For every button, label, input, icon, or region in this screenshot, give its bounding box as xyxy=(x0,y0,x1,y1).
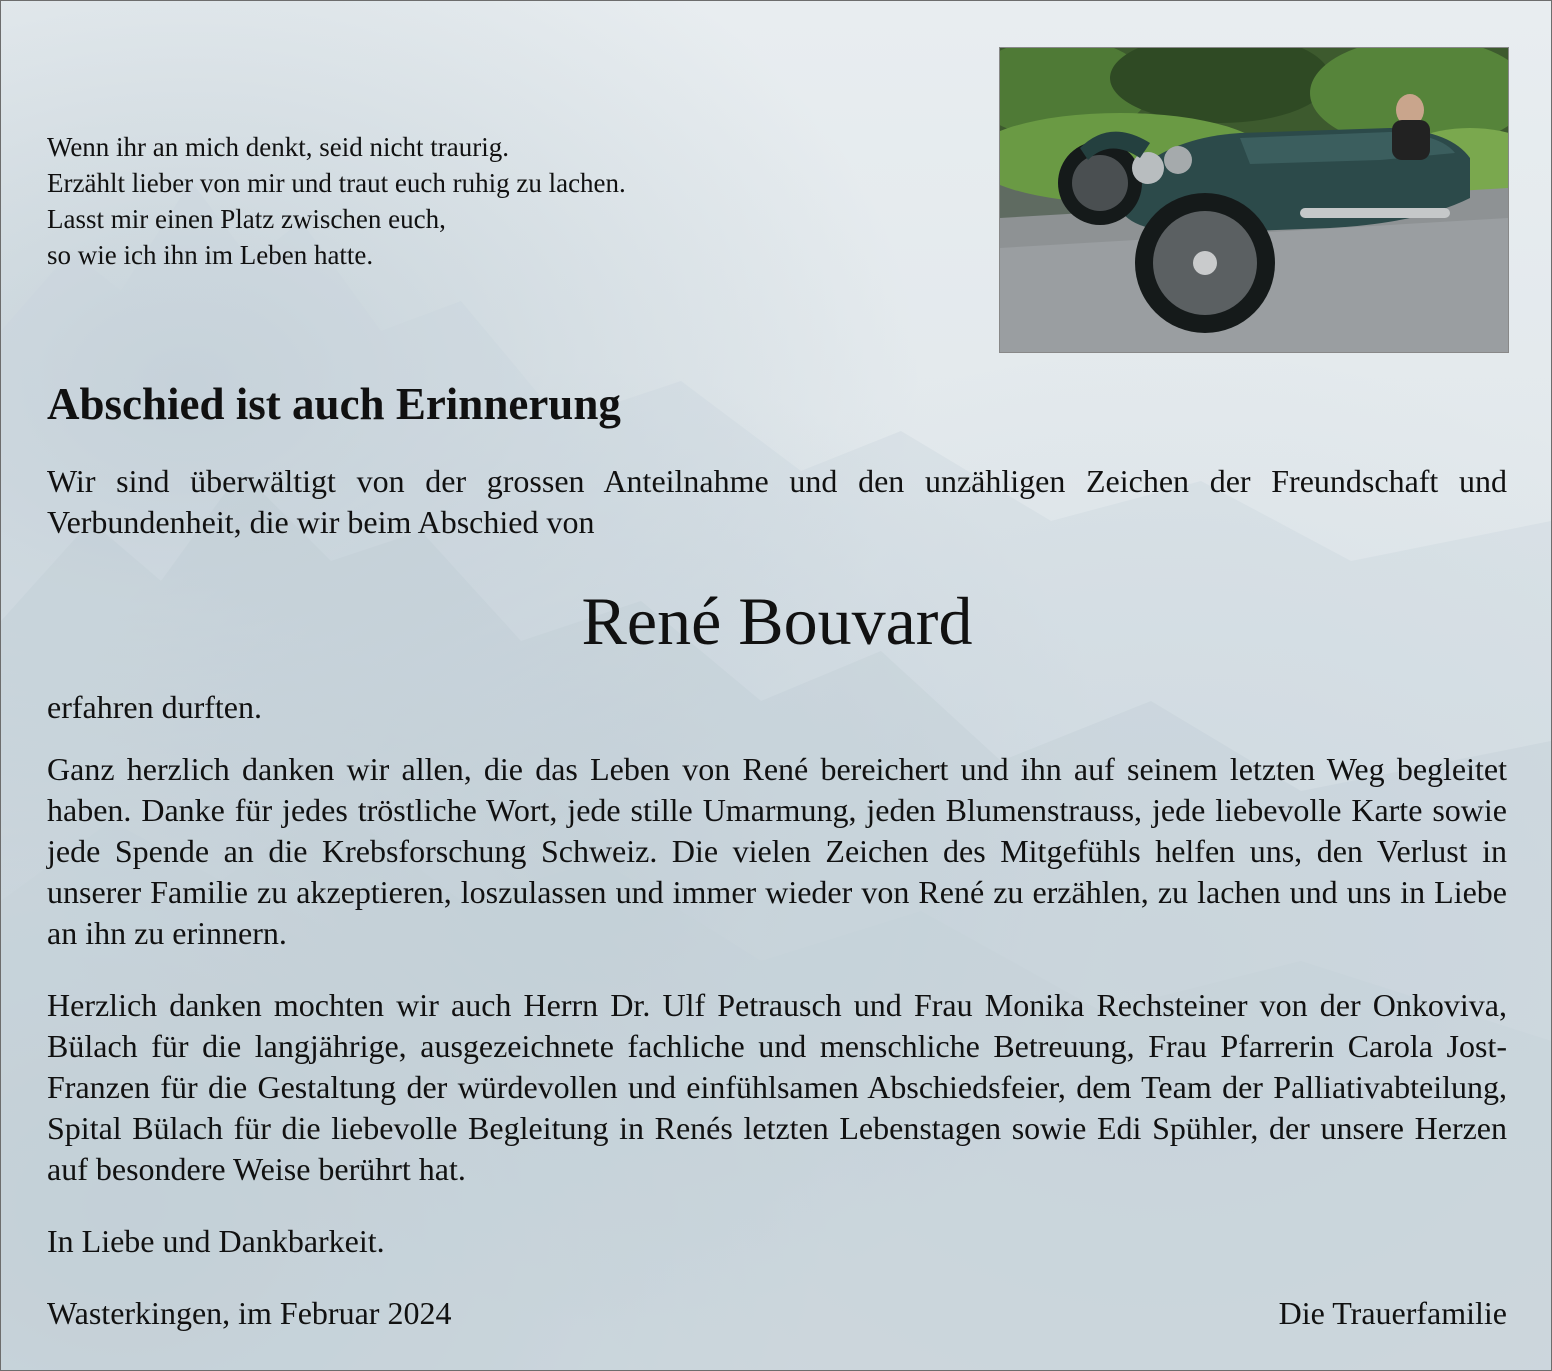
place-date: Wasterkingen, im Februar 2024 xyxy=(47,1295,452,1331)
intro-paragraph: Wir sind überwältigt von der grossen Anteilnahme und den unzähligen Zeichen der Freundschaft und Verbundenheit, die wir beim Abschied von xyxy=(47,463,1507,540)
thanks-paragraph-1: Ganz herzlich danken wir allen, die das Leben von René bereichert und ihn auf seinem letzten Weg begleitet haben. Danke für jedes tröstliche Wort, jede stille Umarmung, jeden Blumenstrauss, jede liebevolle Karte sowie jede Spende an die Krebsforschung Schweiz. Die vielen Zeichen des Mitgefühls helfen uns, den Verlust in unserer Familie zu akzeptieren, loszulassen und immer wieder von René zu erzählen, zu lachen und uns in Liebe an ihn zu erinnern. xyxy=(47,751,1507,951)
heading: Abschied ist auch Erinnerung xyxy=(47,379,621,429)
signature: Die Trauerfamilie xyxy=(1278,1295,1507,1331)
closing-text: In Liebe und Dankbarkeit. xyxy=(47,1223,385,1259)
portrait-photo xyxy=(999,47,1509,353)
vintage-car-photo-icon xyxy=(1000,48,1508,352)
deceased-name: René Bouvard xyxy=(581,583,973,659)
poem-line: Erzählt lieber von mir und traut euch ruhig zu lachen. xyxy=(47,168,626,198)
poem-line: Wenn ihr an mich denkt, seid nicht traurig. xyxy=(47,132,509,162)
poem-line: Lasst mir einen Platz zwischen euch, xyxy=(47,204,446,234)
poem-line: so wie ich ihn im Leben hatte. xyxy=(47,240,374,270)
after-name-text: erfahren durften. xyxy=(47,689,262,725)
thanks-paragraph-2: Herzlich danken mochten wir auch Herrn Dr. Ulf Petrausch und Frau Monika Rechsteiner von der Onkoviva, Bülach für die langjährige, ausgezeichnete fachliche und menschliche Betreuung, Frau Pfarrerin Carola Jost-Franzen für die Gestaltung der würdevollen und einfühlsamen Abschiedsfeier, dem Team der Palliativabteilung, Spital Bülach für die liebevolle Begleitung in Renés letzten Lebenstagen sowie Edi Spühler, der unsere Herzen auf besondere Weise berührt hat. xyxy=(47,987,1507,1187)
poem xyxy=(47,129,947,273)
